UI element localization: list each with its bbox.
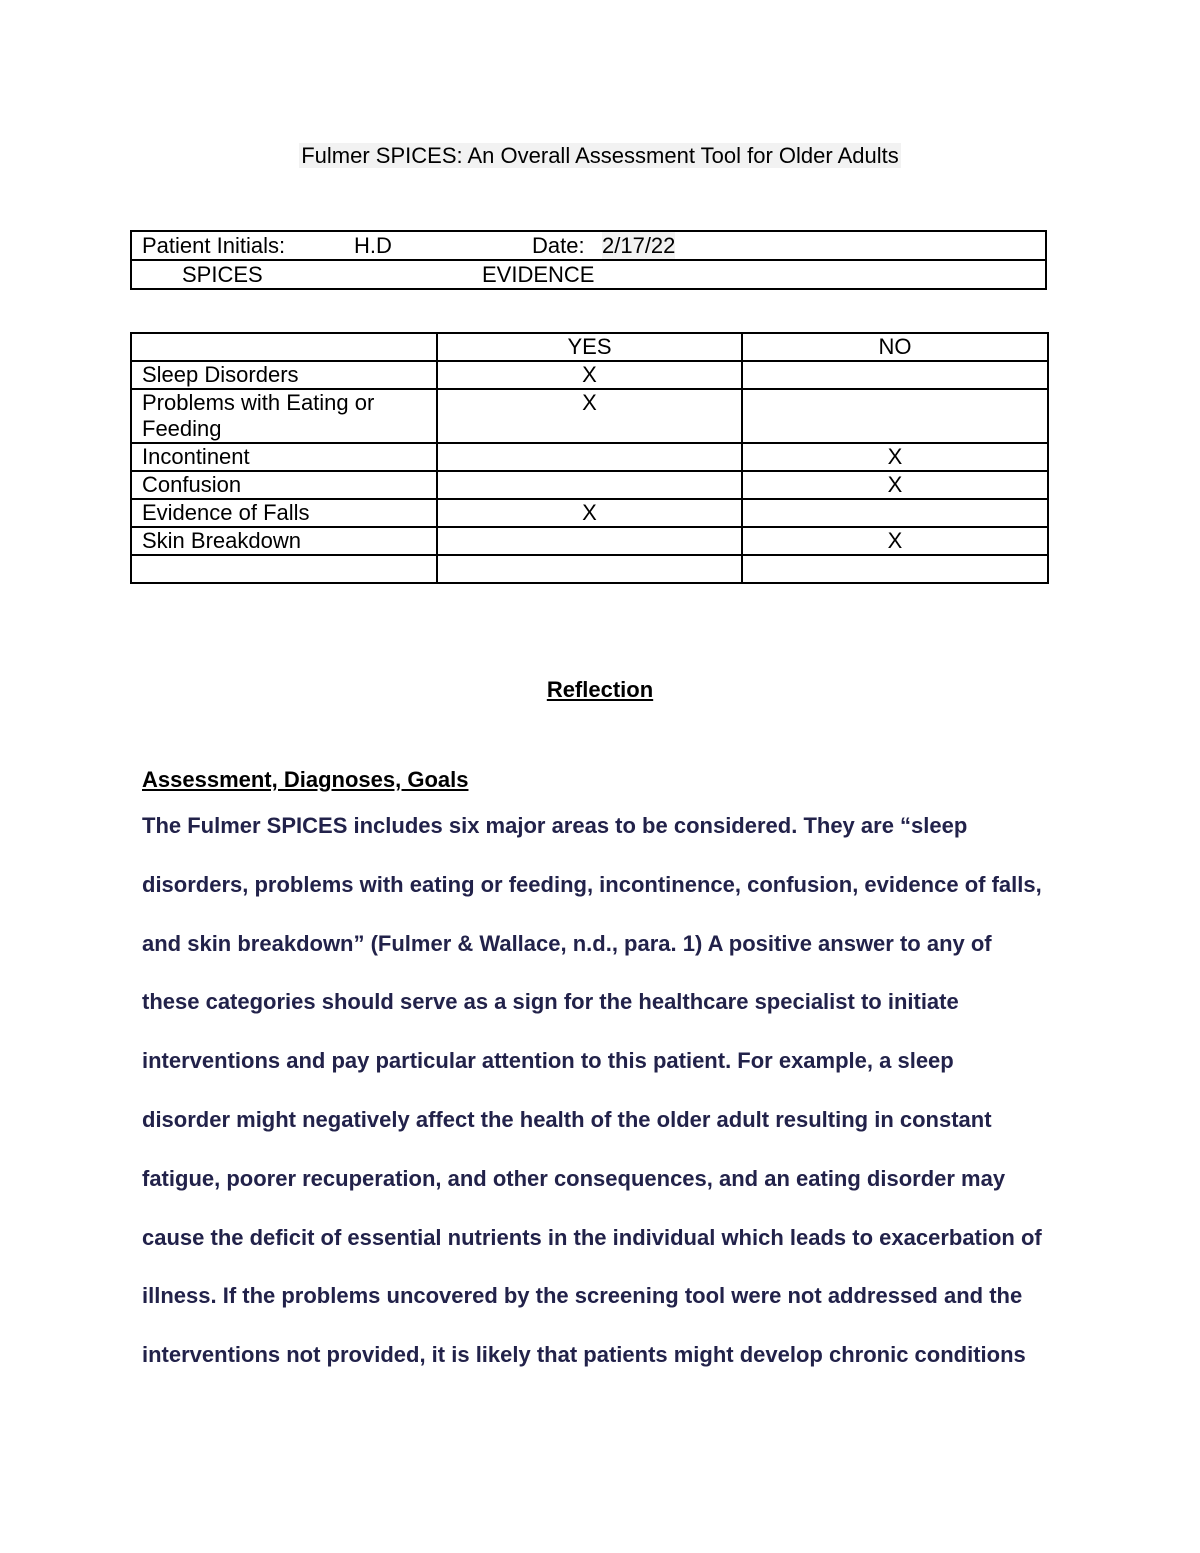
row-yes-cell [437,471,742,499]
row-no-cell: X [742,527,1048,555]
row-item-cell: Skin Breakdown [131,527,437,555]
section-heading: Assessment, Diagnoses, Goals [142,767,469,792]
page-title-text: Fulmer SPICES: An Overall Assessment Tool for Older Adults [301,143,899,168]
spices-evidence-cell [131,260,1046,289]
table-row [131,471,1048,499]
row-yes-cell: X [437,499,742,527]
date-label: Date: [532,233,585,258]
body-line: cause the deficit of essential nutrients in the individual which leads to exacerbation of [142,1224,1042,1250]
page-title [0,142,1200,170]
table-row [131,443,1048,471]
header-item-cell [131,333,437,361]
body-line: interventions not provided, it is likely that patients might develop chronic conditions [142,1342,1026,1368]
row-item-cell: Confusion [131,471,437,499]
patient-info-table [130,230,1047,290]
spices-label: SPICES [182,262,263,287]
row-item-cell: Evidence of Falls [131,499,437,527]
row-no-cell [742,555,1048,583]
patient-info-row [131,231,1046,260]
row-yes-cell [437,527,742,555]
table-row [131,527,1048,555]
body-line: illness. If the problems uncovered by the screening tool were not addressed and the [142,1283,1023,1309]
table-row [131,389,1048,443]
body-line: interventions and pay particular attention to this patient. For example, a sleep [142,1048,954,1074]
body-line: disorders, problems with eating or feeding, incontinence, confusion, evidence of falls, [142,871,1042,897]
row-no-cell: X [742,471,1048,499]
header-no-cell: NO [742,333,1048,361]
evidence-label: EVIDENCE [482,262,595,287]
table-row [131,361,1048,389]
row-item-cell: Sleep Disorders [131,361,437,389]
body-line: and skin breakdown” (Fulmer & Wallace, n.d., para. 1) A positive answer to any of [142,930,992,956]
row-yes-cell [437,443,742,471]
row-item-cell: Incontinent [131,443,437,471]
patient-initials-label: Patient Initials: [142,233,286,258]
spices-evidence-row [131,260,1046,289]
row-no-cell [742,361,1048,389]
date-value: 2/17/22 [602,233,676,258]
table-row [131,555,1048,583]
body-line: The Fulmer SPICES includes six major areas to be considered. They are “sleep [142,813,968,838]
row-yes-cell: X [437,389,742,443]
row-item-cell: Problems with Eating or Feeding [131,389,437,443]
header-yes-cell: YES [437,333,742,361]
row-item-cell [131,555,437,583]
reflection-heading: Reflection [546,677,654,702]
reflection-body [142,811,1082,1399]
body-line: fatigue, poorer recuperation, and other consequences, and an eating disorder may [142,1165,1006,1191]
spices-assessment-table [130,332,1049,584]
row-yes-cell: X [437,361,742,389]
patient-info-cell [131,231,1046,260]
row-no-cell [742,389,1048,443]
row-no-cell: X [742,443,1048,471]
table-row [131,499,1048,527]
table-header-row [131,333,1048,361]
row-yes-cell [437,555,742,583]
body-line: these categories should serve as a sign for the healthcare specialist to initiate [142,989,959,1015]
patient-initials-value: H.D [354,233,392,258]
body-line: disorder might negatively affect the health of the older adult resulting in constant [142,1106,992,1132]
row-no-cell [742,499,1048,527]
